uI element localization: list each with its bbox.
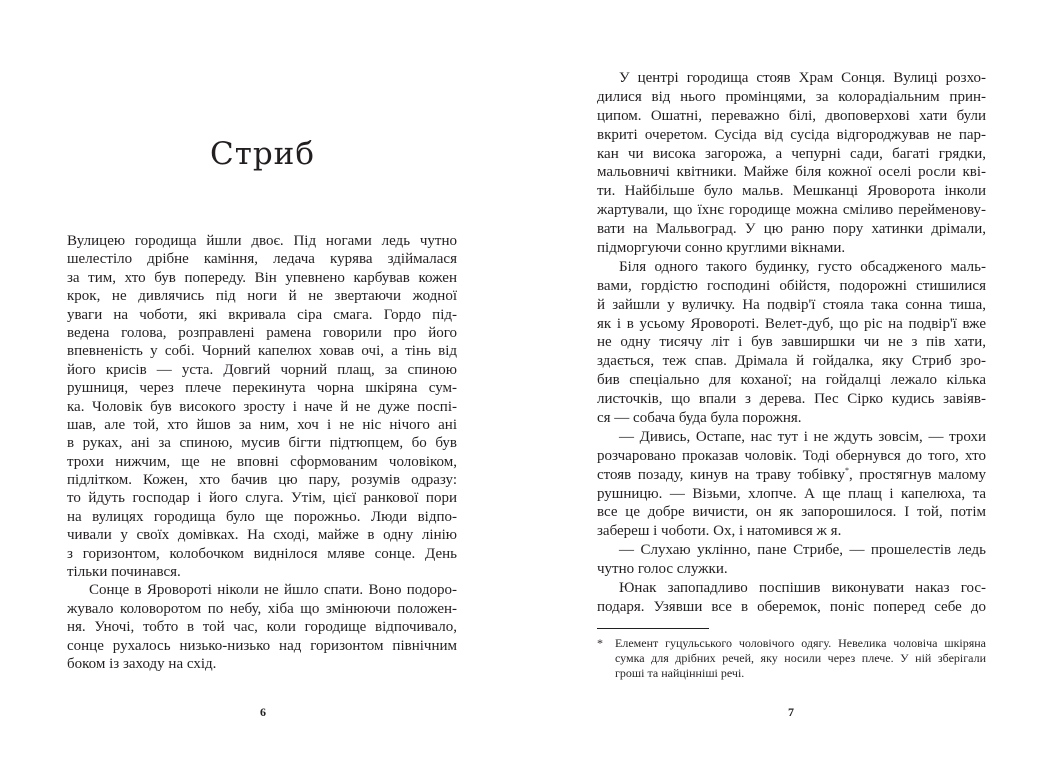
footnote-mark: * bbox=[597, 636, 603, 650]
paragraph bbox=[597, 428, 986, 541]
text-line: подаря. Узявши все в оберемок, поніс поперед себе до bbox=[597, 598, 986, 615]
text-line: як і в усьому Яровороті. Велет-дуб, що ріс на подвір'ї вже bbox=[597, 315, 986, 332]
text-line: чутно голос служки. bbox=[597, 561, 728, 578]
text-line: трохи нижчим, ще не вповні сформованим чоловіком, bbox=[67, 453, 457, 470]
text-line: боком із заходу на схід. bbox=[67, 655, 217, 672]
text-line: то йдуть господар і його слуга. Утім, цієї ранкової пори bbox=[67, 490, 457, 507]
body-text bbox=[67, 232, 457, 673]
text-line: й зайшли у вуличку. На подвір'ї стояла така сонна тиша, bbox=[597, 296, 986, 313]
text-line: кан чи висока загорожа, а чепурні сади, багаті грядки, bbox=[597, 145, 986, 162]
text-line: дилися від нього промінцями, за колорадіальним прин- bbox=[597, 88, 986, 105]
footnote-divider bbox=[597, 628, 709, 629]
paragraph bbox=[597, 579, 986, 617]
paragraph bbox=[597, 541, 986, 579]
text-line: з горизонтом, колобочком виднілося мляве сонце. День bbox=[67, 545, 457, 562]
text-line: сонце рухалось низько-низько над горизонтом північним bbox=[67, 637, 457, 654]
text-line: все це добре вичисти, он як запорошилося. І той, потім bbox=[597, 504, 986, 521]
text-line: вами, гордістю господині обійстя, подорожні стишилися bbox=[597, 277, 986, 294]
text-line: крок, не дивлячись під ноги й не звертаючи жодної bbox=[67, 288, 457, 305]
text-line: уваги на чоботи, які вкривала сіра смага. Гордо під- bbox=[67, 306, 457, 323]
text-line: не одну тисячу літ і був завширшки чи не з пів хати, bbox=[597, 334, 986, 351]
text-line: бив спеціально для коханої; на гойдалці лежало кілька bbox=[597, 372, 986, 389]
right-page bbox=[525, 0, 1050, 760]
text-line: Сонце в Яровороті ніколи не йшло спати. Воно подоро- bbox=[89, 582, 457, 599]
paragraph bbox=[597, 258, 986, 428]
paragraph bbox=[597, 69, 986, 258]
text-line: розчаровано проказав чоловік. Тоді обернувся до того, хто bbox=[597, 447, 986, 464]
text-line: ципом. Ошатні, переважно білі, двоповерхові хати були bbox=[597, 107, 986, 124]
text-line: стояв позаду, кинув на траву тобівку*, простягнув малому bbox=[597, 465, 986, 483]
text-line: вати на Мальвоград. У цю раню пору хатинки дрімали, bbox=[597, 221, 986, 238]
footnote-ref: * bbox=[844, 465, 849, 475]
text-line: жартували, що їхнє городище можна сміливо перейменову- bbox=[597, 202, 986, 219]
text-line: в руках, ані за спиною, мусив бігти підтюпцем, бо був bbox=[67, 435, 457, 452]
text-line: жувало коловоротом по небу, хіба що змінюючи положен- bbox=[67, 600, 457, 617]
body-text bbox=[597, 69, 986, 617]
text-line: Юнак запопадливо поспішив виконувати наказ гос- bbox=[619, 580, 986, 597]
text-line: забереш і чоботи. Ох, і натомився ж я. bbox=[597, 523, 842, 540]
text-line: — Дивись, Остапе, нас тут і не ждуть зовсім, — трохи bbox=[619, 428, 986, 445]
text-line: ка. Чоловік був високого зросту і наче й не дуже поспі- bbox=[67, 398, 457, 415]
text-line: мальовничі квітники. Майже біля кожної оселі росли кві- bbox=[597, 164, 986, 181]
text-line: вкриті очеретом. Сусіда від сусіда відгороджував не пар- bbox=[597, 126, 986, 143]
text-line: ня. Уночі, тобто в той час, коли городище відпочивало, bbox=[67, 619, 457, 636]
text-line: здається, теж спав. Дрімала й гойдалка, яку Стриб зро- bbox=[597, 353, 986, 370]
page-number: 6 bbox=[260, 705, 266, 719]
footnote-line: Елемент гуцульського чоловічого одягу. Невелика чоловіча шкіряна bbox=[615, 636, 986, 650]
page-number: 7 bbox=[788, 705, 794, 719]
text-line: за тим, хто був попереду. Він упевнено карбував кожен bbox=[67, 269, 457, 286]
text-line: Біля одного такого будинку, густо обсадженого маль- bbox=[619, 258, 986, 275]
text-line: листочків, що впали з дерева. Пес Сірко кудись завіяв- bbox=[597, 391, 986, 408]
text-line: чивали у своїх домівках. На сході, майже в одну лінію bbox=[67, 527, 457, 544]
text-line: Вулицею городища йшли двоє. Під ногами ледь чутно bbox=[67, 233, 457, 249]
chapter-title: Стриб bbox=[209, 136, 316, 172]
text-line: впевненість у собі. Чорний капелюх ховав очі, а тінь від bbox=[67, 343, 457, 360]
footnote-line: гроші та найцінніші речі. bbox=[615, 666, 745, 680]
text-line: шав, але той, хто йшов за ним, хоч і не ніс нічого ані bbox=[67, 416, 457, 433]
text-line: ведена голова, розправлені рамена говорили про його bbox=[67, 324, 457, 341]
text-line: рушницю. — Візьми, хлопче. А ще плащ і капелюха, та bbox=[597, 485, 986, 502]
text-line: У центрі городища стояв Храм Сонця. Вулиці розхо- bbox=[619, 70, 986, 86]
text-line: тільки починався. bbox=[67, 564, 181, 581]
text-line: ти. Найбільше було мальв. Мешканці Яроворота інколи bbox=[597, 183, 986, 200]
text-line: ся — собача буда була порожня. bbox=[597, 410, 802, 427]
text-line: на вулицях городища було ще порожньо. Люди відпо- bbox=[67, 508, 457, 525]
text-line: шелестіло дрібне каміння, ледача курява здіймалася bbox=[67, 251, 457, 268]
text-line: підморгуючи сонно круглими вікнами. bbox=[597, 240, 846, 257]
text-line: його крисів — уста. Довгий чорний плащ, за спиною bbox=[67, 361, 457, 378]
paragraph bbox=[67, 581, 457, 673]
text-line: — Слухаю уклінно, пане Стрибе, — прошелестів ледь bbox=[619, 542, 986, 559]
footnote bbox=[597, 636, 986, 681]
footnote-line: сумка для дрібних речей, яку носили через плече. У ній зберігали bbox=[615, 651, 986, 665]
text-line: рушниця, через плече перекинута чорна шкіряна сум- bbox=[67, 380, 457, 397]
paragraph bbox=[67, 232, 457, 581]
text-line: підлітком. Кожен, хто бачив цю пару, розумів одразу: bbox=[67, 472, 457, 489]
